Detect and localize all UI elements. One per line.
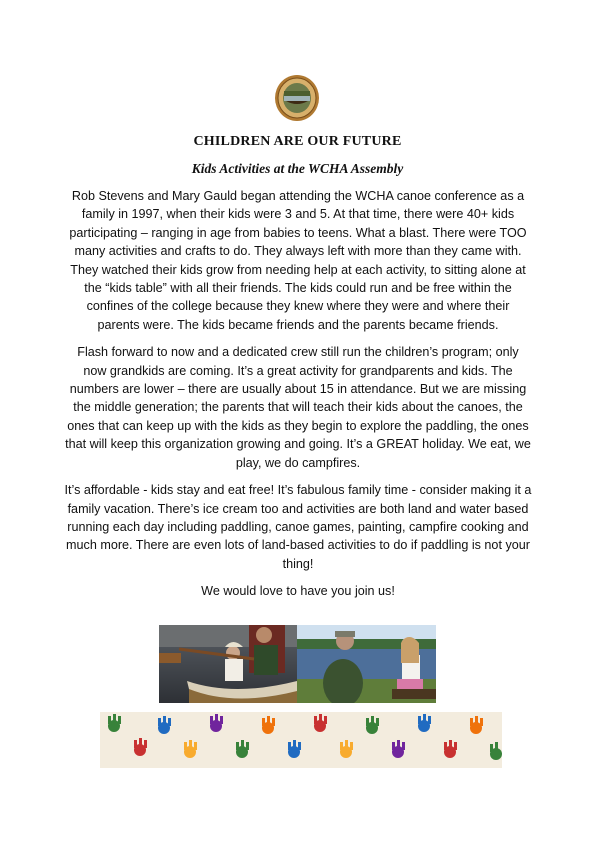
paragraph-present: Flash forward to now and a dedicated crew still run the children’s program; only now grandkids are coming. It’s a great activity for grandparents and kids. The numbers are lower – there are usually about 15 in attendance. But we are missing the middle generation; the parents that will teach their kids about the canoes, the ones that can keep up with the kids as they begin to explore the paddling, the ones that will keep this organization growing and going. It’s a GREAT holiday. We eat, we play, we do campfires.	[65, 345, 531, 470]
paragraph-history: Rob Stevens and Mary Gauld began attending the WCHA canoe conference as a family in 1997, when their kids were 3 and 5. At that time, there were 40+ kids participating – ranging in age from babies to teens. What a blast. There were TOO many activities and crafts to do. They always left with more than they came with. They watched their kids grow from needing help at each activity, to sitting alone at the “kids table” with all their friends. The kids could run and be free within the confines of the college because they knew where they were and where their parents were. The kids became friends and the parents became friends.	[69, 189, 527, 332]
canoe-paddling-photo	[159, 625, 297, 703]
paragraph-invitation: It’s affordable - kids stay and eat free! It’s fabulous family time - consider making it a family vacation. There’s ice cream too and activities are both land and water based running each day including paddling, canoe games, painting, campfire cooking and much more. There are even lots of land-based activities to do if paddling is not your thing!	[64, 483, 532, 571]
grandparent-child-lakeside-photo	[297, 625, 436, 703]
paragraph-closing: We would love to have you join us!	[201, 584, 395, 599]
article-body	[64, 187, 532, 610]
wcha-logo	[274, 74, 320, 122]
page-subtitle: Kids Activities at the WCHA Assembly	[191, 161, 404, 176]
handprints-banner	[100, 712, 502, 768]
page-title: CHILDREN ARE OUR FUTURE	[193, 134, 402, 149]
